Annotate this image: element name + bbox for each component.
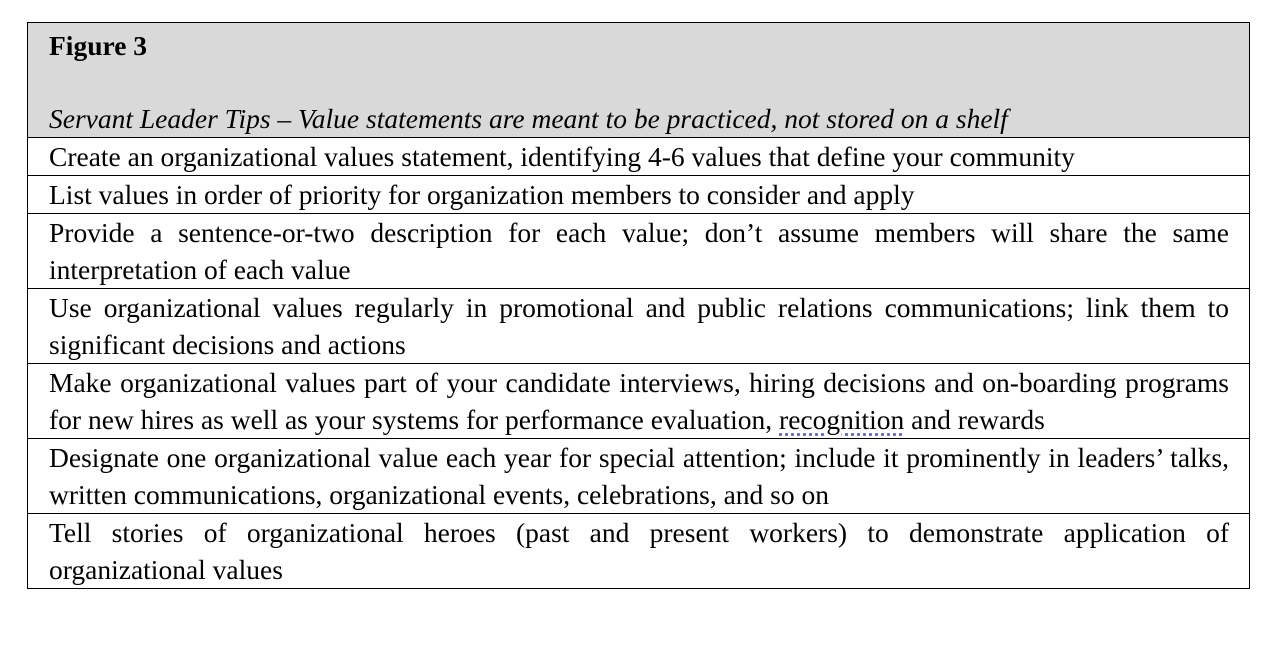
figure-title: Servant Leader Tips – Value statements are meant to be practiced, not stored on a shelf xyxy=(49,103,1008,134)
tip-text: Designate one organizational value each year for special attention; include it prominently in leaders’ talks, written communications, organizational events, celebrations, and so on xyxy=(28,439,1250,514)
tip-row xyxy=(28,176,1250,214)
tip-text-part: and rewards xyxy=(904,404,1045,435)
tip-text-part: Make organizational values part of your candidate interviews, hiring decisions and on-boarding programs for new hires as well as your systems for performance evaluation, xyxy=(49,367,1229,435)
tip-text: Tell stories of organizational heroes (past and present workers) to demonstrate application of organizational values xyxy=(28,514,1250,589)
tip-text: Create an organizational values statement, identifying 4-6 values that define your community xyxy=(28,138,1250,176)
tip-text: List values in order of priority for organization members to consider and apply xyxy=(28,176,1250,214)
tip-text xyxy=(28,364,1250,439)
tip-row xyxy=(28,364,1250,439)
tip-text: Provide a sentence-or-two description for each value; don’t assume members will share the same interpretation of each value xyxy=(28,214,1250,289)
tip-row xyxy=(28,138,1250,176)
figure-table xyxy=(27,22,1250,589)
figure-label: Figure 3 xyxy=(49,30,148,61)
tip-row xyxy=(28,514,1250,589)
tip-row xyxy=(28,439,1250,514)
tip-text: Use organizational values regularly in promotional and public relations communications; link them to significant decisions and actions xyxy=(28,289,1250,364)
spellcheck-flagged-word[interactable]: recognition xyxy=(779,404,905,435)
figure-header-cell xyxy=(28,23,1250,138)
tip-row xyxy=(28,289,1250,364)
tip-row xyxy=(28,214,1250,289)
figure-header-row xyxy=(28,23,1250,138)
